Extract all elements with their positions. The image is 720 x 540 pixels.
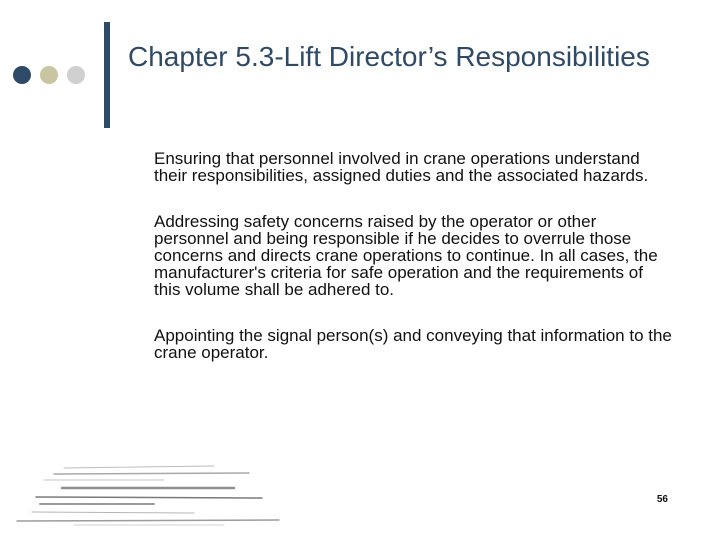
bullet-item: Ensuring that personnel involved in crane operations understand their responsibilities, assigned duties and the associated hazards. (154, 149, 649, 185)
decorative-dot-gray (67, 66, 85, 84)
bullet-list (154, 150, 674, 361)
bullet-item: Appointing the signal person(s) and conveying that information to the crane operator. (154, 326, 672, 362)
decorative-dot-dark (13, 66, 31, 84)
slide-title: Chapter 5.3-Lift Director’s Responsibilities (128, 41, 650, 72)
decorative-dot-tan (40, 66, 58, 84)
page-number: 56 (656, 494, 668, 505)
title-accent-bar (104, 22, 110, 128)
bullet-item: Addressing safety concerns raised by the operator or other personnel and being responsible if he decides to overrule those concerns and directs crane operations to continue. In all cases, the manufacturer's criteria for safe operation and the requirements of this volume shall be adhered to. (154, 212, 658, 299)
document-stamp-image (14, 462, 284, 528)
